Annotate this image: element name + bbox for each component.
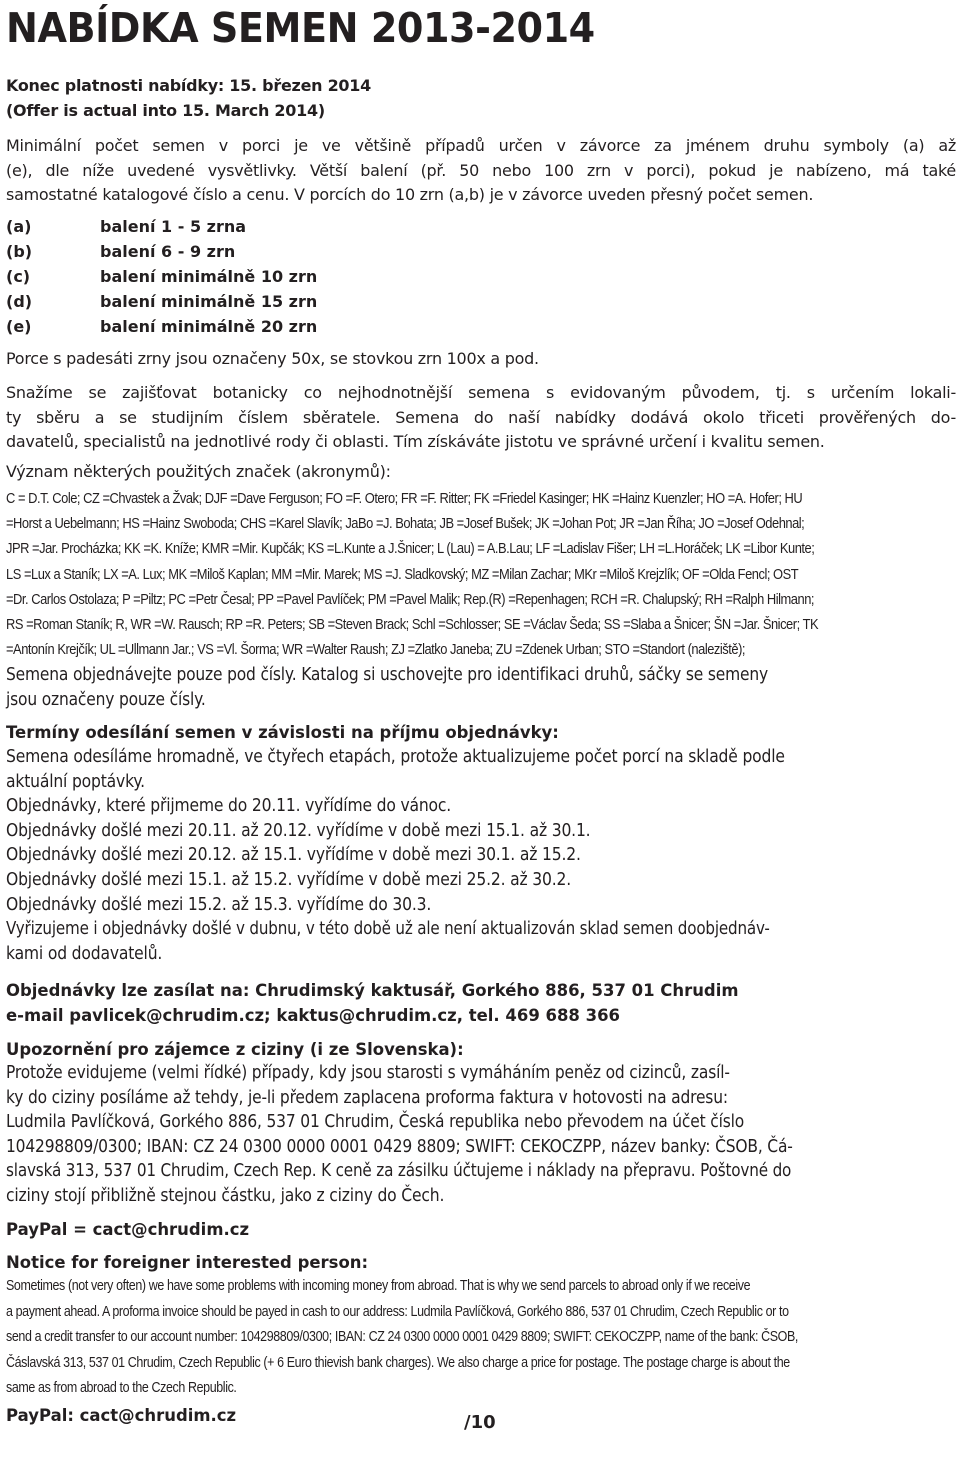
contact-block <box>6 978 958 1028</box>
terms-paragraph <box>6 745 958 966</box>
package-key: (a) <box>6 217 32 236</box>
package-value: balení minimálně 10 zrn <box>100 267 318 286</box>
package-key: (e) <box>6 317 32 336</box>
foreign-en-heading <box>6 1250 958 1275</box>
terms-heading <box>6 720 958 745</box>
package-row <box>6 314 958 339</box>
acronyms-line: C = D.T. Cole; CZ =Chvastek a Žvak; DJF =Dave Ferguson; FO =F. Otero; FR =F. Ritter; FK =Friedel Kasinger; HK =Hainz Kuenzler; HO =A. Hofer; HU <box>6 490 803 507</box>
paypal-cz-text: PayPal = cact@chrudim.cz <box>6 1220 250 1239</box>
validity-en: (Offer is actual into 15. March 2014) <box>6 100 325 120</box>
paypal-cz <box>6 1217 958 1242</box>
package-row <box>6 289 958 314</box>
intro-line: Minimální počet semen v porci je ve většině případů určen v závorce za jménem druhu symboly (a) až <box>6 136 957 155</box>
terms-line: kami od dodavatelů. <box>6 943 163 964</box>
acronyms-heading-text: Význam některých použitých značek (akronymů): <box>6 462 391 481</box>
foreign-cz-paragraph <box>6 1061 958 1209</box>
package-row <box>6 264 958 289</box>
botanic-line: Snažíme se zajišťovat botanicky co nejhodnotnější semena s evidovaným původem, tj. s určením lokali- <box>6 383 957 402</box>
botanic-paragraph <box>6 381 958 455</box>
intro-line: (e), dle níže uvedené vysvětlivky. Větší balení (př. 50 nebo 100 zrn v porci), pokud je nabízeno, má také <box>6 160 957 180</box>
page-number: /10 <box>464 1412 496 1433</box>
package-row <box>6 214 958 239</box>
order-paragraph <box>6 663 958 712</box>
botanic-line: davatelů, specialistů na jednotlivé rody či oblasti. Tím získáváte jistotu ve správné určení i kvalitu semen. <box>6 432 825 451</box>
paypal-en-text: PayPal: cact@chrudim.cz <box>6 1406 237 1425</box>
package-key: (b) <box>6 242 33 261</box>
contact-address: Objednávky lze zasílat na: Chrudimský kaktusář, Gorkého 886, 537 01 Chrudim <box>6 981 739 1000</box>
package-key: (d) <box>6 292 33 311</box>
package-value: balení minimálně 15 zrn <box>100 292 318 311</box>
foreign-en-line: send a credit transfer to our account number: 104298809/0300; IBAN: CZ 24 0300 0000 0001 0429 8809; SWIFT: CEKOCZPP, name of the bank: ČSOB, <box>6 1329 798 1346</box>
foreign-en-line: Sometimes (not very often) we have some problems with incoming money from abroad. That is why we send parcels to abroad only if we receive <box>6 1278 751 1294</box>
foreign-en-heading-text: Notice for foreigner interested person: <box>6 1253 369 1272</box>
order-line: jsou označeny pouze čísly. <box>6 689 206 710</box>
foreign-cz-line: Ludmila Pavlíčková, Gorkého 886, 537 01 Chrudim, Česká republika nebo převodem na účet číslo <box>6 1112 745 1133</box>
validity-block <box>6 74 958 123</box>
package-value: balení minimálně 20 zrn <box>100 317 318 336</box>
foreign-cz-heading-text: Upozornění pro zájemce z ciziny (i ze Slovenska): <box>6 1040 464 1059</box>
terms-line: Objednávky došlé mezi 15.2. až 15.3. vyřídíme do 30.3. <box>6 894 432 915</box>
terms-line: Objednávky došlé mezi 20.11. až 20.12. vyřídíme v době mezi 15.1. až 30.1. <box>6 820 591 841</box>
acronyms-line: =Antonín Krejčík; UL =Ullmann Jar.; VS =Vl. Šorma; WR =Walter Raush; ZJ =Zlatko Janeba; ZU =Zdenek Urban; STO =Standort (naleziště); <box>6 641 746 659</box>
botanic-line: ty sběru a se studijním číslem sběratele. Semena do naší nabídky dodává okolo třiceti prověřených do- <box>6 407 957 427</box>
acronyms-line: RS =Roman Staník; R, WR =W. Rausch; RP =R. Peters; SB =Steven Brack; Schl =Schlosser; SE =Václav Šeda; SS =Slaba a Šnicer; ŠN =Jar. Šnicer; TK <box>6 616 819 634</box>
acronyms-line: LS =Lux a Staník; LX =A. Lux; MK =Miloš Kaplan; MM =Mir. Marek; MS =J. Sladkovský; MZ =Milan Zachar; MKr =Miloš Krejzlík; OF =Olda Fencl; OST <box>6 565 799 583</box>
foreign-en-line: same as from abroad to the Czech Republic. <box>6 1380 237 1397</box>
terms-line: Semena odesíláme hromadně, ve čtyřech etapách, protože aktualizujeme počet porcí na skladě podle <box>6 747 785 767</box>
package-row <box>6 239 958 264</box>
acronyms-list <box>6 486 958 662</box>
foreign-cz-line: ky do ciziny posíláme až tehdy, je-li předem zaplacena proforma faktura v hotovosti na adresu: <box>6 1087 728 1108</box>
contact-email-phone: e-mail pavlicek@chrudim.cz; kaktus@chrudim.cz, tel. 469 688 366 <box>6 1006 620 1025</box>
foreign-cz-line: ciziny stojí přibližně stejnou částku, jako z ciziny do Čech. <box>6 1185 445 1206</box>
package-key: (c) <box>6 267 31 286</box>
intro-line: samostatné katalogové číslo a cenu. V porcích do 10 zrn (a,b) je v závorce uveden přesný počet semen. <box>6 185 814 204</box>
package-value: balení 1 - 5 zrna <box>100 217 247 236</box>
terms-line: Objednávky došlé mezi 15.1. až 15.2. vyřídíme v době mezi 25.2. až 30.2. <box>6 869 571 890</box>
terms-line: Objednávky, které přijmeme do 20.11. vyřídíme do vánoc. <box>6 796 452 817</box>
order-line: Semena objednávejte pouze pod čísly. Katalog si uschovejte pro identifikaci druhů, sáčky se semeny <box>6 665 768 685</box>
foreign-cz-line: 104298809/0300; IBAN: CZ 24 0300 0000 0001 0429 8809; SWIFT: CEKOCZPP, název banky: ČSOB, Čá- <box>6 1136 793 1157</box>
terms-line: Objednávky došlé mezi 20.12. až 15.1. vyřídíme v době mezi 30.1. až 15.2. <box>6 845 581 866</box>
foreign-en-line: a payment ahead. A proforma invoice should be payed in cash to our address: Ludmila Pavlíčková, Gorkého 886, 537 01 Chrudim, Czech Republic or to <box>6 1303 789 1320</box>
portions-note-text: Porce s padesáti zrny jsou označeny 50x, se stovkou zrn 100x a pod. <box>6 349 539 368</box>
acronyms-line: =Horst a Uebelmann; HS =Hainz Swoboda; CHS =Karel Slavík; JaBo =J. Bohata; JB =Josef Bušek; JK =Johan Pot; JR =Jan Říha; JO =Josef Odehnal; <box>6 515 805 533</box>
page-title: NABÍDKA SEMEN 2013-2014 <box>6 4 595 52</box>
portions-note <box>6 347 958 372</box>
package-value: balení 6 - 9 zrn <box>100 242 236 261</box>
acronyms-line: JPR =Jar. Procházka; KK =K. Kníže; KMR =Mir. Kupčák; KS =L.Kunte a J.Šnicer; L (Lau) = A.B.Lau; LF =Ladislav Fišer; LH =L.Horáček; LK =Libor Kunte; <box>6 540 815 558</box>
terms-heading-text: Termíny odesílání semen v závislosti na příjmu objednávky: <box>6 723 559 742</box>
package-legend <box>6 214 958 339</box>
terms-line: aktuální poptávky. <box>6 771 145 792</box>
validity-cz: Konec platnosti nabídky: 15. březen 2014 <box>6 76 372 95</box>
acronyms-line: =Dr. Carlos Ostolaza; P =Piltz; PC =Petr Česal; PP =Pavel Pavlíček; PM =Pavel Malik; Rep.(R) =Repenhagen; RCH =R. Chalupský; RH =Ralph Hilmann; <box>6 590 815 608</box>
foreign-en-paragraph <box>6 1274 958 1402</box>
foreign-cz-line: slavská 313, 537 01 Chrudim, Czech Rep. K ceně za zásilku účtujeme i náklady na přepravu. Poštovné do <box>6 1161 792 1182</box>
terms-line: Vyřizujeme i objednávky došlé v dubnu, v této době už ale není aktualizován sklad semen doobjednáv- <box>6 919 770 940</box>
foreign-en-line: Čáslavská 313, 537 01 Chrudim, Czech Republic (+ 6 Euro thievish bank charges). We also charge a price for postage. The postage charge is about the <box>6 1354 790 1371</box>
foreign-cz-line: Protože evidujeme (velmi řídké) případy, kdy jsou starosti s vymáháním peněz od cizinců, zasíl- <box>6 1063 730 1083</box>
intro-paragraph <box>6 134 958 208</box>
acronyms-heading <box>6 460 958 485</box>
foreign-cz-heading <box>6 1037 958 1062</box>
